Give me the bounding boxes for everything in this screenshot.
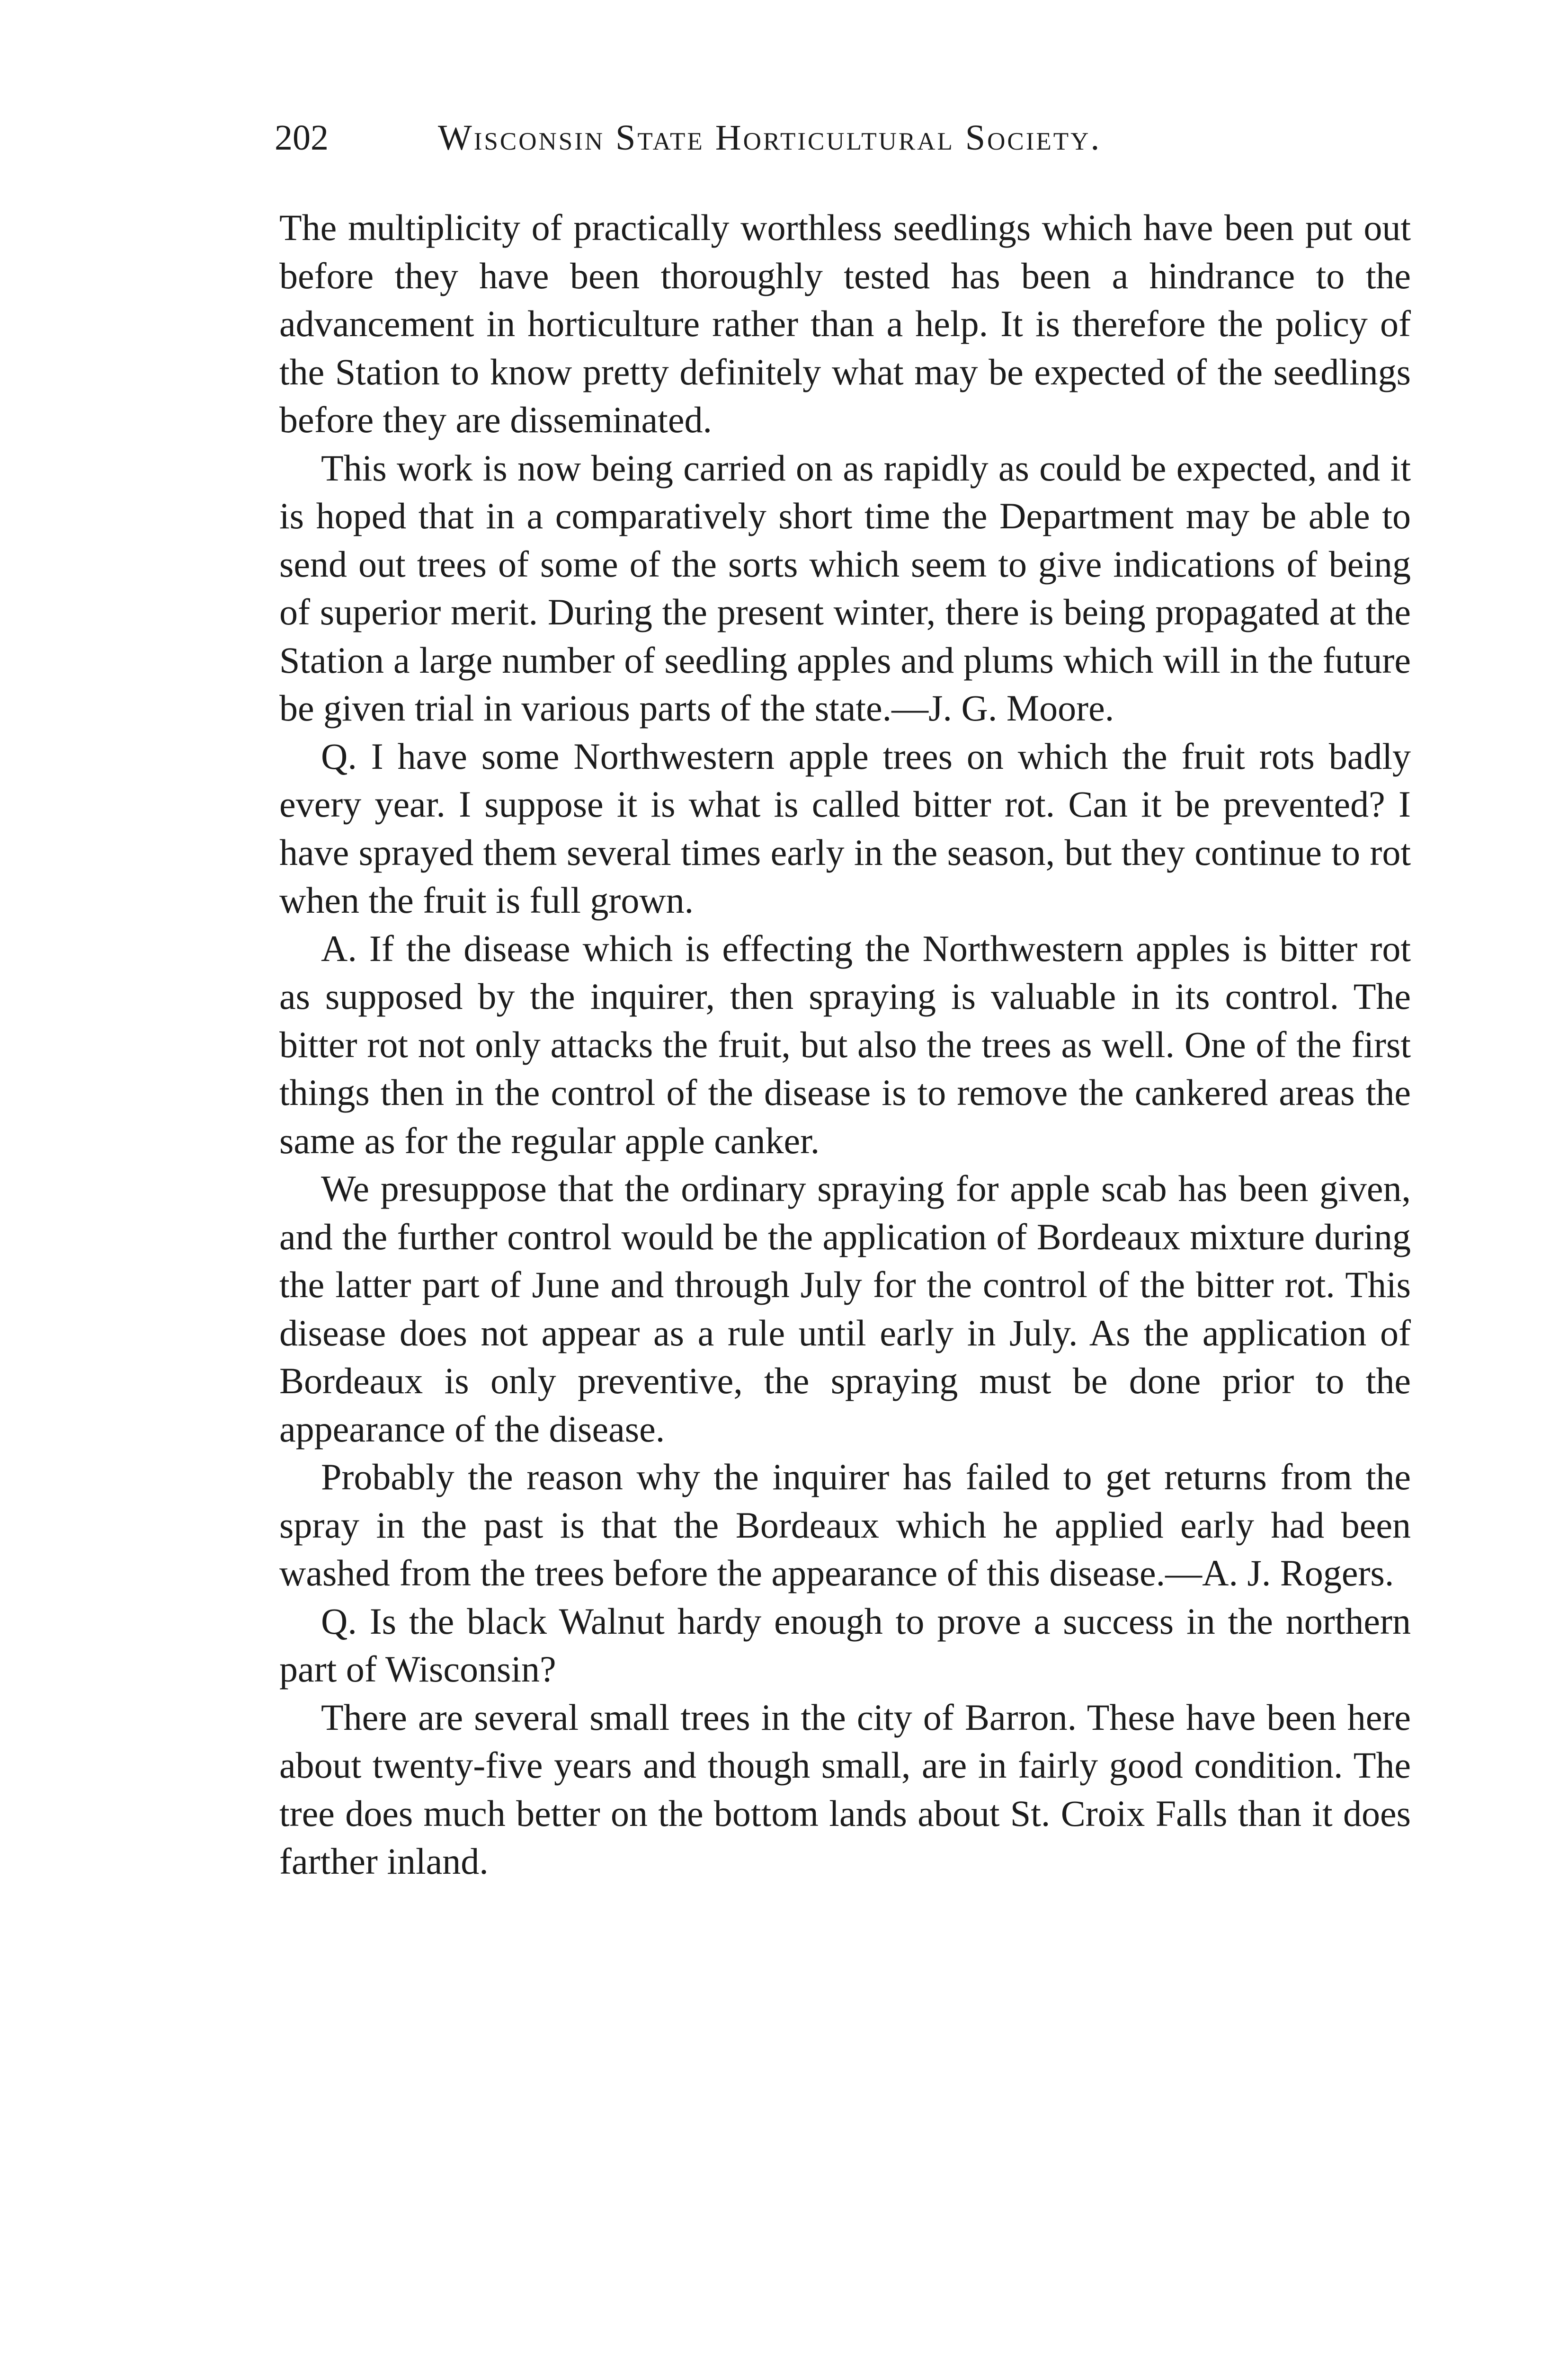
paragraph-question-walnut: Q. Is the black Walnut hardy enough to prove a success in the northern part of Wisconsin? <box>279 1600 1411 1690</box>
paragraph-bordeaux-spraying: We presuppose that the ordinary spraying for apple scab has been given, and the further control would be the application of Bordeaux mixture during the latter part of June and through July for the control of the bitter rot. This disease does not appear as a rule until early in July. As the application of Bordeaux is only preventive, the spraying must be done prior to the appearance of the disease. <box>279 1168 1411 1450</box>
paragraph-station-work: This work is now being carried on as rapidly as could be expected, and it is hoped that in a comparatively short time the Department may be able to send out trees of some of the sorts which seem to give indications of being of superior merit. During the present winter, there is being propagated at the Station a large number of seedling apples and plums which will in the future be given trial in various parts of the state.—J. G. Moore. <box>279 447 1411 729</box>
paragraph-walnut-answer: There are several small trees in the city of Barron. These have been here about twenty-five years and though small, are in fairly good condition. The tree does much better on the bottom lands about St. Croix Falls than it does farther inland. <box>279 1696 1411 1882</box>
running-head <box>275 112 1411 164</box>
journal-title: Wisconsin State Horticultural Society. <box>438 118 1102 158</box>
paragraph-spray-failure: Probably the reason why the inquirer has failed to get returns from the spray in the past is that the Bordeaux which he applied early had been washed from the trees before the appearance of this disease.—A. J. Rogers. <box>279 1456 1411 1593</box>
page-number: 202 <box>275 118 329 158</box>
paragraph-question-bitter-rot: Q. I have some Northwestern apple trees on which the fruit rots badly every year. I suppose it is what is called bitter rot. Can it be prevented? I have sprayed them several times early in the season, but they continue to rot when the fruit is full grown. <box>279 735 1411 921</box>
paragraph-seedlings-policy: The multiplicity of practically worthless seedlings which have been put out before they have been thoroughly tested has been a hindrance to the advancement in horticulture rather than a help. It is therefore the policy of the Station to know pretty definitely what may be expected of the seedlings before they are disseminated. <box>279 207 1411 440</box>
body-text <box>279 204 1411 1886</box>
paragraph-answer-bitter-rot: A. If the disease which is effecting the Northwestern apples is bitter rot as supposed by the inquirer, then spraying is valuable in its control. The bitter rot not only attacks the fruit, but also the trees as well. One of the first things then in the control of the disease is to remove the cankered areas the same as for the regular apple canker. <box>279 927 1411 1161</box>
